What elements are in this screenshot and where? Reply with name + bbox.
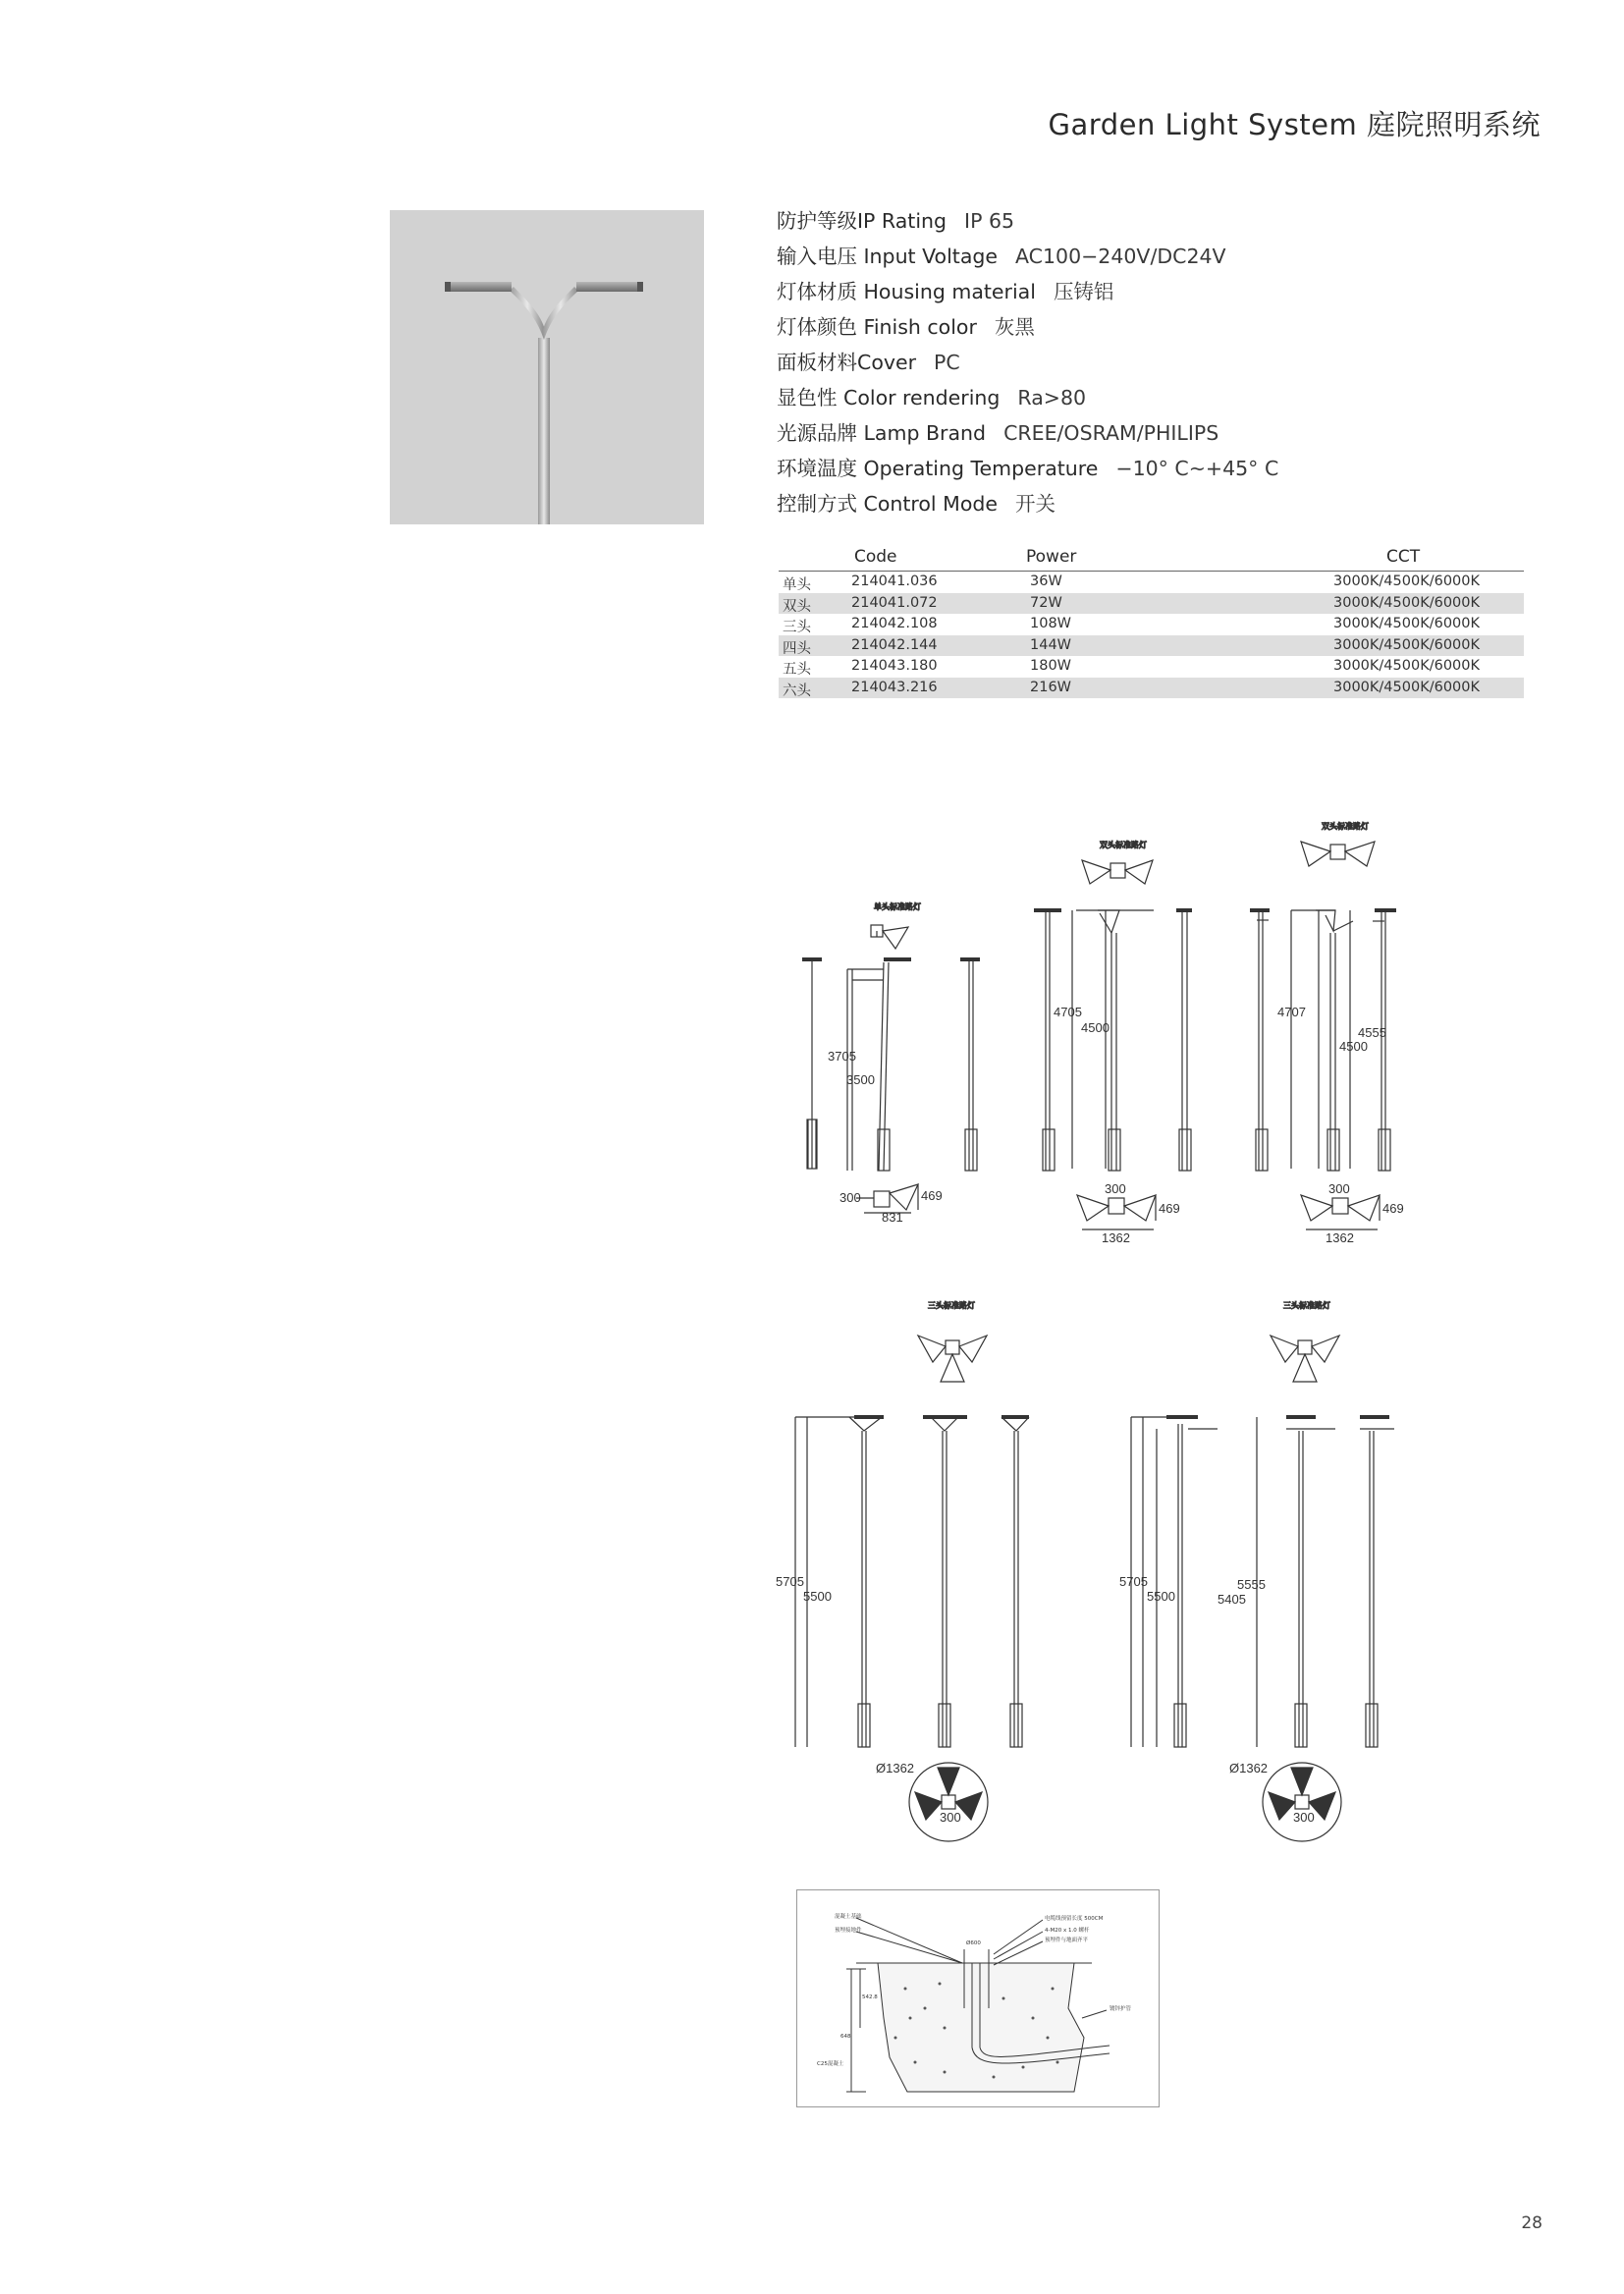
label-diameter: Ø600 [966, 1940, 981, 1946]
header-cct: CCT [1386, 547, 1421, 567]
caption-triple: 三头标准路灯 [928, 1301, 975, 1310]
spec-label: 输入电压 Input Voltage [777, 245, 999, 268]
dim-double-w1: 300 [1105, 1181, 1126, 1196]
spec-control-mode [777, 487, 1056, 517]
spec-value: 灰黑 [994, 315, 1035, 339]
cell-cct: 3000K/4500K/6000K [1333, 658, 1481, 674]
spec-finish [777, 310, 1035, 340]
cell-power: 144W [1030, 636, 1072, 653]
cell-cct: 3000K/4500K/6000K [1333, 616, 1481, 631]
foundation-diagram [796, 1889, 1160, 2107]
drawing-double-head [1034, 840, 1192, 1245]
product-table [779, 547, 1524, 698]
cell-code: 214042.108 [851, 616, 938, 631]
dim-double2-h1: 4707 [1277, 1005, 1306, 1019]
label-foundation: 混凝土基础 [835, 1914, 862, 1920]
spec-value: 开关 [1015, 492, 1056, 516]
cell-cct: 3000K/4500K/6000K [1333, 594, 1481, 611]
cell-power: 108W [1030, 616, 1072, 631]
spec-color-rendering [777, 381, 1086, 410]
spec-value: −10° C~+45° C [1115, 457, 1279, 480]
spec-value: 压铸铝 [1053, 280, 1114, 303]
dim-double2-w2: 1362 [1326, 1230, 1354, 1245]
spec-label: 环境温度 Operating Temperature [777, 457, 1099, 480]
dim-triple2-dia: Ø1362 [1229, 1761, 1269, 1775]
spec-housing [777, 275, 1113, 304]
spec-label: 防护等级IP Rating [777, 209, 947, 233]
cell-code: 214043.216 [851, 679, 938, 695]
spec-label: 显色性 Color rendering [777, 386, 1001, 410]
drawing-triple-head-2 [1119, 1300, 1394, 1841]
dim-triple2-h3: 5555 [1237, 1577, 1266, 1592]
dim-single-w2: 831 [882, 1210, 903, 1225]
spec-value: AC100−240V/DC24V [1015, 245, 1226, 268]
spec-value: Ra>80 [1017, 386, 1087, 410]
header-code: Code [854, 547, 897, 567]
drawing-single-head [802, 901, 980, 1225]
spec-label: 灯体材质 Housing material [777, 280, 1036, 303]
dim-triple-dia: Ø1362 [876, 1761, 915, 1775]
table-row [779, 572, 1524, 593]
drawing-triple-head [776, 1300, 1029, 1841]
table-row [779, 614, 1524, 635]
dim-double-w2: 1362 [1102, 1230, 1130, 1245]
dim-triple-h1: 5705 [776, 1574, 804, 1589]
table-row [779, 593, 1524, 615]
cell-type: 双头 [783, 598, 811, 615]
cell-code: 214042.144 [851, 636, 938, 653]
cell-power: 72W [1030, 594, 1062, 611]
dim-single-h1: 3705 [828, 1049, 856, 1064]
cell-cct: 3000K/4500K/6000K [1333, 636, 1481, 653]
spec-input-voltage [777, 240, 1226, 269]
cell-type: 四头 [783, 640, 811, 657]
cell-power: 216W [1030, 679, 1072, 695]
dim-double-h2: 4500 [1081, 1020, 1110, 1035]
table-row [779, 635, 1524, 657]
dim-double2-d: 469 [1382, 1201, 1404, 1216]
label-bolt: 4-M20 x 1.0 螺杆 [1045, 1928, 1090, 1934]
caption-single: 单头标准路灯 [874, 902, 921, 911]
dim-double-h1: 4705 [1054, 1005, 1082, 1019]
spec-ip-rating [777, 204, 1014, 234]
dim-triple2-w: 300 [1293, 1810, 1315, 1825]
spec-lamp-brand [777, 416, 1218, 446]
cell-power: 36W [1030, 574, 1062, 589]
cell-cct: 3000K/4500K/6000K [1333, 574, 1481, 589]
caption-double: 双头标准路灯 [1100, 841, 1147, 849]
spec-cover [777, 346, 960, 375]
cell-code: 214041.072 [851, 594, 938, 611]
cell-power: 180W [1030, 658, 1072, 674]
dim-single-d: 469 [921, 1188, 943, 1203]
drawings-row-1 [766, 805, 1453, 1257]
cell-type: 五头 [783, 662, 811, 678]
dim-triple2-h1: 5705 [1119, 1574, 1148, 1589]
table-row [779, 656, 1524, 678]
table-row [779, 678, 1524, 699]
spec-label: 光源品牌 Lamp Brand [777, 421, 987, 445]
label-cable: 电缆线预留长度 500CM [1045, 1916, 1104, 1922]
cell-cct: 3000K/4500K/6000K [1333, 679, 1481, 695]
dim-double-d: 469 [1159, 1201, 1180, 1216]
header-power: Power [1026, 547, 1077, 567]
dim-double2-w1: 300 [1328, 1181, 1350, 1196]
dim-triple-h2: 5500 [803, 1589, 832, 1604]
spec-label: 控制方式 Control Mode [777, 492, 998, 516]
dim-double2-h2: 4555 [1358, 1025, 1386, 1040]
caption-double2: 双头标准路灯 [1322, 822, 1369, 831]
product-photo [390, 210, 704, 524]
label-depth1: 542.8 [862, 1994, 878, 2000]
dim-double2-h3: 4500 [1339, 1039, 1368, 1054]
cell-code: 214043.180 [851, 658, 938, 674]
page-number: 28 [1521, 2213, 1543, 2233]
cell-type: 六头 [783, 683, 811, 699]
spec-label: 面板材料Cover [777, 351, 917, 374]
label-embedded: 预埋接地件 [835, 1928, 862, 1934]
cell-type: 单头 [783, 577, 811, 593]
caption-triple2: 三头标准路灯 [1283, 1301, 1330, 1310]
label-concrete: C25混凝土 [817, 2061, 844, 2067]
spec-temperature [777, 452, 1278, 481]
label-pipe: 镀锌护管 [1110, 2006, 1132, 2012]
spec-value: IP 65 [964, 209, 1015, 233]
spec-label: 灯体颜色 Finish color [777, 315, 977, 339]
label-depth2: 648 [840, 2034, 851, 2040]
cell-type: 三头 [783, 620, 811, 635]
drawing-double-head-2 [1250, 821, 1404, 1245]
dim-triple-w: 300 [940, 1810, 961, 1825]
drawings-row-2 [766, 1291, 1453, 1851]
dim-triple2-h4: 5405 [1218, 1592, 1246, 1607]
cell-code: 214041.036 [851, 574, 938, 589]
dim-single-w1: 300 [839, 1190, 861, 1205]
dim-single-h2: 3500 [846, 1072, 875, 1087]
table-header [779, 547, 1524, 572]
spec-value: CREE/OSRAM/PHILIPS [1003, 421, 1219, 445]
label-flush: 预埋件与地面齐平 [1045, 1938, 1089, 1943]
spec-value: PC [934, 351, 960, 374]
dim-triple2-h2: 5500 [1147, 1589, 1175, 1604]
page-title: Garden Light System 庭院照明系统 [1048, 108, 1541, 141]
